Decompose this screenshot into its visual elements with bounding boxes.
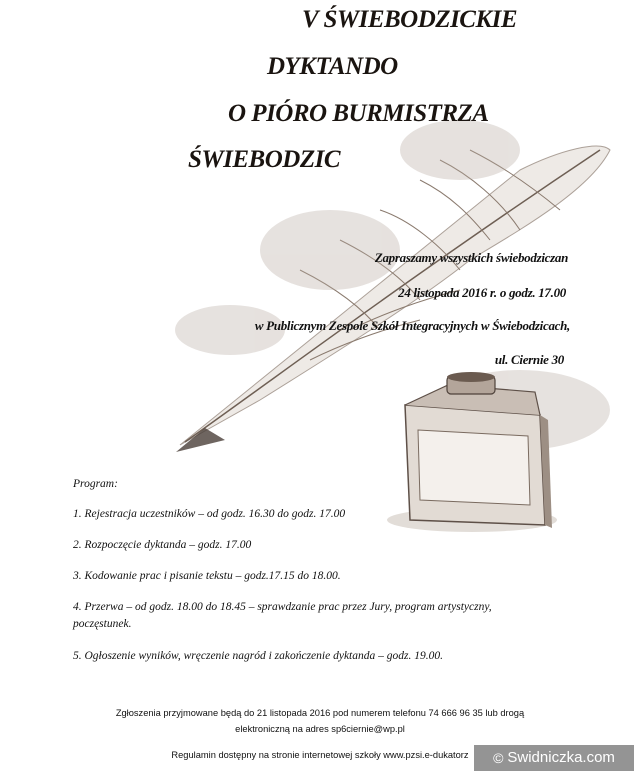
title-line-2: DYKTANDO: [267, 53, 398, 80]
rules-note: Regulamin dostępny na stronie internetowej szkoły www.pzsi.e-dukatorz: [171, 750, 469, 760]
watermark: [474, 745, 634, 771]
program-item-5: 5. Ogłoszenie wyników, wręczenie nagród i zakończenie dyktanda – godz. 19.00.: [73, 650, 443, 662]
invite-line-1: Zapraszamy wszystkich świebodziczan: [374, 250, 568, 265]
registration-note: Zgłoszenia przyjmowane będą do 21 listopada 2016 pod numerem telefonu 74 666 96 35 lub drogą: [115, 708, 525, 718]
registration-email: elektroniczną na adres sp6ciernie@wp.pl: [235, 724, 405, 734]
inkwell: [387, 372, 557, 532]
watermark-text: Swidniczka.com: [507, 749, 615, 766]
invite-address: ul. Ciernie 30: [494, 352, 564, 367]
copyright-icon: ©: [493, 750, 504, 766]
program-item-3: 3. Kodowanie prac i pisanie tekstu – godz.17.15 do 18.00.: [73, 570, 341, 582]
title-line-1: V ŚWIEBODZICKIE: [302, 6, 518, 33]
program-item-4-continued: poczęstunek.: [73, 618, 132, 630]
program-heading: Program:: [73, 478, 118, 490]
invite-date: 24 listopada 2016 r. o godz. 17.00: [398, 285, 566, 300]
program-item-1: 1. Rejestracja uczestników – od godz. 16.30 do godz. 17.00: [73, 508, 346, 520]
invite-venue: w Publicznym Zespole Szkół Integracyjnych w Świebodzicach,: [254, 318, 570, 333]
program-item-2: 2. Rozpoczęcie dyktanda – godz. 17.00: [73, 539, 252, 551]
title-line-4: ŚWIEBODZIC: [188, 146, 340, 173]
title-line-3: O PIÓRO BURMISTRZA: [228, 100, 489, 127]
program-item-4: 4. Przerwa – od godz. 18.00 do 18.45 – sprawdzanie prac przez Jury, program artystyczny,: [73, 601, 492, 613]
